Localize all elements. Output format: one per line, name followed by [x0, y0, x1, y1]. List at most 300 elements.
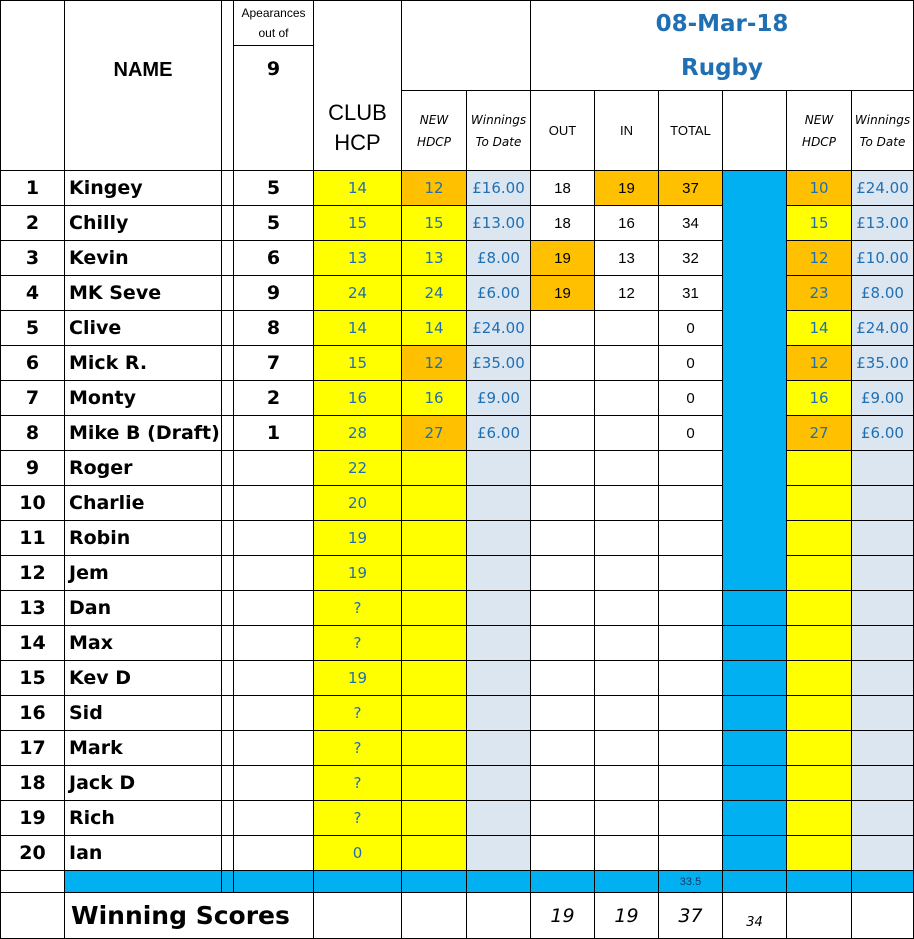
cell-new[interactable]: [401, 835, 467, 871]
cell-name[interactable]: [64, 660, 222, 696]
cell-app[interactable]: [233, 730, 314, 766]
cell-out[interactable]: [530, 660, 595, 696]
cell-name[interactable]: [64, 240, 222, 276]
winning-scores-label-cell[interactable]: [64, 892, 314, 939]
cell-new2[interactable]: [786, 170, 852, 206]
cell-win[interactable]: [466, 835, 531, 871]
cell-out[interactable]: [530, 695, 595, 731]
cell-in[interactable]: [594, 450, 659, 486]
cell-new[interactable]: [401, 240, 467, 276]
cell-name[interactable]: [64, 835, 222, 871]
cell-win[interactable]: [466, 590, 531, 626]
cell-win2[interactable]: [851, 205, 914, 241]
cell-club[interactable]: [313, 590, 402, 626]
cell-new[interactable]: [401, 415, 467, 451]
cell-win[interactable]: [466, 380, 531, 416]
summary-new2-cell[interactable]: [786, 892, 852, 939]
cell-new[interactable]: [401, 345, 467, 381]
cell-win2[interactable]: [851, 275, 914, 311]
separator-cell-out: [530, 870, 595, 893]
cell-idx[interactable]: [0, 625, 65, 661]
cell-total[interactable]: [658, 730, 723, 766]
cell-new2[interactable]: [786, 625, 852, 661]
cell-app[interactable]: [233, 345, 314, 381]
cell-name[interactable]: [64, 625, 222, 661]
cell-total[interactable]: [658, 205, 723, 241]
cell-total[interactable]: [658, 240, 723, 276]
separator-cell-blank: [722, 870, 787, 893]
cell-out[interactable]: [530, 205, 595, 241]
summary-extra-value: 34: [746, 915, 763, 930]
cell-blank[interactable]: [722, 695, 787, 731]
cell-idx[interactable]: [0, 835, 65, 871]
value-name: Kev D: [69, 667, 132, 689]
value-new2: 15: [809, 214, 829, 232]
cell-name[interactable]: [64, 205, 222, 241]
cell-out[interactable]: [530, 450, 595, 486]
value-club: ?: [353, 599, 362, 617]
cell-idx[interactable]: [0, 205, 65, 241]
cell-in[interactable]: [594, 625, 659, 661]
cell-app[interactable]: [233, 485, 314, 521]
cell-club[interactable]: [313, 240, 402, 276]
value-app: 5: [266, 177, 281, 199]
value-club: ?: [353, 739, 362, 757]
cell-in[interactable]: [594, 275, 659, 311]
cell-blank[interactable]: [722, 730, 787, 766]
value-idx: 16: [19, 702, 46, 724]
cell-win[interactable]: [466, 695, 531, 731]
cell-new[interactable]: [401, 275, 467, 311]
cell-out[interactable]: [530, 800, 595, 836]
cell-total[interactable]: [658, 590, 723, 626]
cell-new2[interactable]: [786, 310, 852, 346]
cell-app[interactable]: [233, 205, 314, 241]
cell-club[interactable]: [313, 800, 402, 836]
value-club: 13: [347, 249, 368, 267]
cell-win[interactable]: [466, 730, 531, 766]
value-club: 16: [347, 389, 368, 407]
cell-name[interactable]: [64, 800, 222, 836]
value-idx: 7: [25, 387, 40, 409]
cell-total[interactable]: [658, 800, 723, 836]
cell-name[interactable]: [64, 590, 222, 626]
cell-blank[interactable]: [722, 660, 787, 696]
cell-idx[interactable]: [0, 310, 65, 346]
date-header[interactable]: [530, 0, 914, 91]
cell-blank[interactable]: [722, 590, 787, 626]
value-idx: 3: [25, 247, 40, 269]
cell-app[interactable]: [233, 765, 314, 801]
cell-win2[interactable]: [851, 450, 914, 486]
cell-total[interactable]: [658, 625, 723, 661]
cell-app[interactable]: [233, 415, 314, 451]
cell-new2[interactable]: [786, 485, 852, 521]
cell-total[interactable]: [658, 660, 723, 696]
cell-idx[interactable]: [0, 695, 65, 731]
value-new: 16: [424, 389, 444, 407]
cell-win[interactable]: [466, 415, 531, 451]
cell-total[interactable]: [658, 275, 723, 311]
value-name: Dan: [69, 597, 112, 619]
value-name: Sid: [69, 702, 103, 724]
value-new: 12: [424, 354, 444, 372]
cell-club[interactable]: [313, 765, 402, 801]
cell-name[interactable]: [64, 275, 222, 311]
cell-new[interactable]: [401, 310, 467, 346]
cell-win2[interactable]: [851, 415, 914, 451]
in-header[interactable]: [594, 90, 659, 171]
cell-win[interactable]: [466, 765, 531, 801]
cell-new[interactable]: [401, 485, 467, 521]
cell-in[interactable]: [594, 660, 659, 696]
blank-column-bar: [722, 170, 787, 591]
cell-club[interactable]: [313, 310, 402, 346]
cell-out[interactable]: [530, 240, 595, 276]
cell-idx[interactable]: [0, 275, 65, 311]
summary-win2-cell[interactable]: [851, 892, 914, 939]
cell-in[interactable]: [594, 170, 659, 206]
cell-name[interactable]: [64, 485, 222, 521]
cell-new2[interactable]: [786, 345, 852, 381]
cell-club[interactable]: [313, 380, 402, 416]
cell-in[interactable]: [594, 310, 659, 346]
cell-win2[interactable]: [851, 625, 914, 661]
date-label: 08-Mar-18: [655, 10, 789, 37]
cell-win2[interactable]: [851, 800, 914, 836]
value-win2: £13.00: [856, 214, 909, 232]
cell-new[interactable]: [401, 800, 467, 836]
cell-win2[interactable]: [851, 730, 914, 766]
cell-new2[interactable]: [786, 730, 852, 766]
cell-in[interactable]: [594, 765, 659, 801]
cell-name[interactable]: [64, 450, 222, 486]
winnings-2-line1: Winnings: [854, 112, 911, 127]
cell-new2[interactable]: [786, 520, 852, 556]
cell-out[interactable]: [530, 275, 595, 311]
cell-new2[interactable]: [786, 275, 852, 311]
value-app: 6: [266, 247, 281, 269]
cell-win[interactable]: [466, 170, 531, 206]
cell-win2[interactable]: [851, 345, 914, 381]
separator-cell-new: [401, 870, 467, 893]
value-club: ?: [353, 634, 362, 652]
cell-win2[interactable]: [851, 170, 914, 206]
cell-club[interactable]: [313, 415, 402, 451]
cell-new2[interactable]: [786, 240, 852, 276]
cell-win[interactable]: [466, 205, 531, 241]
winnings-header-2[interactable]: [851, 90, 914, 171]
cell-club[interactable]: [313, 695, 402, 731]
cell-new[interactable]: [401, 205, 467, 241]
appearances-count-header[interactable]: [233, 45, 314, 171]
cell-in[interactable]: [594, 835, 659, 871]
cell-new[interactable]: [401, 170, 467, 206]
value-club: 19: [347, 529, 368, 547]
cell-app[interactable]: [233, 240, 314, 276]
cell-app[interactable]: [233, 450, 314, 486]
cell-win[interactable]: [466, 345, 531, 381]
cell-in[interactable]: [594, 415, 659, 451]
cell-win[interactable]: [466, 625, 531, 661]
cell-win2[interactable]: [851, 555, 914, 591]
value-in: 19: [618, 179, 635, 197]
cell-total[interactable]: [658, 345, 723, 381]
cell-app[interactable]: [233, 800, 314, 836]
cell-win[interactable]: [466, 240, 531, 276]
cell-idx[interactable]: [0, 345, 65, 381]
cell-out[interactable]: [530, 170, 595, 206]
cell-new[interactable]: [401, 695, 467, 731]
out-header[interactable]: [530, 90, 595, 171]
name-column-header[interactable]: [64, 0, 222, 171]
cell-club[interactable]: [313, 345, 402, 381]
cell-in[interactable]: [594, 205, 659, 241]
summary-in-cell[interactable]: [594, 892, 659, 939]
cell-total[interactable]: [658, 520, 723, 556]
cell-in[interactable]: [594, 555, 659, 591]
cell-name[interactable]: [64, 310, 222, 346]
cell-total[interactable]: [658, 170, 723, 206]
cell-win[interactable]: [466, 450, 531, 486]
cell-win[interactable]: [466, 520, 531, 556]
cell-app[interactable]: [233, 835, 314, 871]
value-idx: 2: [25, 212, 40, 234]
cell-in[interactable]: [594, 590, 659, 626]
cell-out[interactable]: [530, 380, 595, 416]
value-total: 0: [686, 424, 695, 442]
cell-out[interactable]: [530, 555, 595, 591]
cell-win[interactable]: [466, 275, 531, 311]
cell-name[interactable]: [64, 345, 222, 381]
cell-idx[interactable]: [0, 520, 65, 556]
cell-club[interactable]: [313, 835, 402, 871]
value-win2: £9.00: [861, 389, 904, 407]
cell-name[interactable]: [64, 520, 222, 556]
cell-win2[interactable]: [851, 240, 914, 276]
cell-total[interactable]: [658, 450, 723, 486]
cell-name[interactable]: [64, 555, 222, 591]
cell-new[interactable]: [401, 380, 467, 416]
value-win: £8.00: [477, 249, 520, 267]
venue-label: Rugby: [680, 54, 763, 81]
cell-total[interactable]: [658, 380, 723, 416]
cell-club[interactable]: [313, 275, 402, 311]
value-app: 8: [266, 317, 281, 339]
cell-win[interactable]: [466, 800, 531, 836]
top-blank-header: [401, 0, 531, 91]
cell-app[interactable]: [233, 660, 314, 696]
cell-club[interactable]: [313, 520, 402, 556]
cell-in[interactable]: [594, 380, 659, 416]
cell-idx[interactable]: [0, 450, 65, 486]
cell-in[interactable]: [594, 730, 659, 766]
cell-blank[interactable]: [722, 835, 787, 871]
value-out: 19: [554, 284, 571, 302]
cell-idx[interactable]: [0, 590, 65, 626]
cell-new2[interactable]: [786, 555, 852, 591]
value-win: £9.00: [477, 389, 520, 407]
cell-club[interactable]: [313, 625, 402, 661]
club-hcp-header[interactable]: [313, 0, 402, 171]
cell-win[interactable]: [466, 660, 531, 696]
cell-new[interactable]: [401, 730, 467, 766]
cell-app[interactable]: [233, 590, 314, 626]
value-idx: 12: [19, 562, 46, 584]
cell-new[interactable]: [401, 660, 467, 696]
cell-app[interactable]: [233, 310, 314, 346]
cell-win2[interactable]: [851, 765, 914, 801]
cell-club[interactable]: [313, 730, 402, 766]
value-new2: 16: [809, 389, 829, 407]
value-club: 14: [347, 319, 368, 337]
cell-new2[interactable]: [786, 660, 852, 696]
value-name: Jem: [69, 562, 109, 584]
cell-new2[interactable]: [786, 380, 852, 416]
value-club: ?: [353, 774, 362, 792]
summary-club-cell[interactable]: [313, 892, 402, 939]
cell-app[interactable]: [233, 275, 314, 311]
summary-extra-cell[interactable]: [722, 892, 787, 939]
cell-total[interactable]: [658, 310, 723, 346]
cell-total[interactable]: [658, 835, 723, 871]
cell-club[interactable]: [313, 485, 402, 521]
cell-app[interactable]: [233, 625, 314, 661]
cell-new2[interactable]: [786, 450, 852, 486]
cell-name[interactable]: [64, 695, 222, 731]
appearances-label-line2: out of: [258, 26, 289, 40]
cell-in[interactable]: [594, 240, 659, 276]
value-name: Mick R.: [69, 352, 148, 374]
cell-in[interactable]: [594, 520, 659, 556]
cell-new[interactable]: [401, 450, 467, 486]
cell-idx[interactable]: [0, 485, 65, 521]
cell-idx[interactable]: [0, 765, 65, 801]
cell-idx[interactable]: [0, 240, 65, 276]
cell-idx[interactable]: [0, 415, 65, 451]
value-new2: 12: [809, 354, 829, 372]
cell-app[interactable]: [233, 520, 314, 556]
cell-club[interactable]: [313, 555, 402, 591]
cell-win2[interactable]: [851, 835, 914, 871]
cell-out[interactable]: [530, 345, 595, 381]
cell-new[interactable]: [401, 555, 467, 591]
appearances-label-line1: Apearances: [241, 6, 306, 20]
cell-out[interactable]: [530, 625, 595, 661]
cell-idx[interactable]: [0, 800, 65, 836]
appearances-header[interactable]: [233, 0, 314, 46]
summary-new-cell[interactable]: [401, 892, 467, 939]
cell-name[interactable]: [64, 380, 222, 416]
cell-idx[interactable]: [0, 555, 65, 591]
summary-out-cell[interactable]: [530, 892, 595, 939]
cell-new2[interactable]: [786, 590, 852, 626]
cell-new2[interactable]: [786, 695, 852, 731]
cell-idx[interactable]: [0, 170, 65, 206]
cell-new[interactable]: [401, 520, 467, 556]
cell-in[interactable]: [594, 800, 659, 836]
cell-total[interactable]: [658, 485, 723, 521]
cell-idx[interactable]: [0, 380, 65, 416]
cell-app[interactable]: [233, 380, 314, 416]
cell-out[interactable]: [530, 730, 595, 766]
cell-new[interactable]: [401, 590, 467, 626]
cell-total[interactable]: [658, 765, 723, 801]
cell-win2[interactable]: [851, 310, 914, 346]
cell-out[interactable]: [530, 835, 595, 871]
cell-new2[interactable]: [786, 205, 852, 241]
cell-name[interactable]: [64, 765, 222, 801]
cell-out[interactable]: [530, 485, 595, 521]
cell-club[interactable]: [313, 170, 402, 206]
cell-new2[interactable]: [786, 415, 852, 451]
cell-total[interactable]: [658, 695, 723, 731]
total-header[interactable]: [658, 90, 723, 171]
cell-in[interactable]: [594, 485, 659, 521]
summary-win-cell[interactable]: [466, 892, 531, 939]
cell-club[interactable]: [313, 660, 402, 696]
cell-blank[interactable]: [722, 765, 787, 801]
cell-new[interactable]: [401, 625, 467, 661]
cell-club[interactable]: [313, 205, 402, 241]
cell-new2[interactable]: [786, 800, 852, 836]
cell-name[interactable]: [64, 170, 222, 206]
cell-club[interactable]: [313, 450, 402, 486]
value-idx: 15: [19, 667, 46, 689]
value-name: Mark: [69, 737, 123, 759]
cell-out[interactable]: [530, 765, 595, 801]
cell-win2[interactable]: [851, 695, 914, 731]
cell-blank[interactable]: [722, 625, 787, 661]
value-total: 31: [682, 284, 699, 302]
new-hdcp-header-2[interactable]: [786, 90, 852, 171]
cell-win2[interactable]: [851, 380, 914, 416]
cell-win2[interactable]: [851, 660, 914, 696]
cell-out[interactable]: [530, 590, 595, 626]
cell-name[interactable]: [64, 415, 222, 451]
cell-app[interactable]: [233, 555, 314, 591]
separator-cell-win: [466, 870, 531, 893]
cell-out[interactable]: [530, 520, 595, 556]
cell-win2[interactable]: [851, 590, 914, 626]
winning-scores-label: Winning Scores: [71, 901, 290, 930]
cell-win2[interactable]: [851, 485, 914, 521]
cell-win[interactable]: [466, 555, 531, 591]
winnings-header[interactable]: [466, 90, 531, 171]
cell-new[interactable]: [401, 765, 467, 801]
cell-idx[interactable]: [0, 730, 65, 766]
cell-out[interactable]: [530, 415, 595, 451]
cell-app[interactable]: [233, 695, 314, 731]
cell-total[interactable]: [658, 415, 723, 451]
cell-app[interactable]: [233, 170, 314, 206]
cell-new2[interactable]: [786, 835, 852, 871]
cell-in[interactable]: [594, 345, 659, 381]
cell-out[interactable]: [530, 310, 595, 346]
new-hdcp-header[interactable]: [401, 90, 467, 171]
cell-new2[interactable]: [786, 765, 852, 801]
cell-blank[interactable]: [722, 800, 787, 836]
summary-total-cell[interactable]: [658, 892, 723, 939]
cell-name[interactable]: [64, 730, 222, 766]
winnings-line2: To Date: [475, 134, 522, 149]
cell-win2[interactable]: [851, 520, 914, 556]
cell-win[interactable]: [466, 485, 531, 521]
cell-in[interactable]: [594, 695, 659, 731]
cell-total[interactable]: [658, 555, 723, 591]
cell-idx[interactable]: [0, 660, 65, 696]
cell-win[interactable]: [466, 310, 531, 346]
